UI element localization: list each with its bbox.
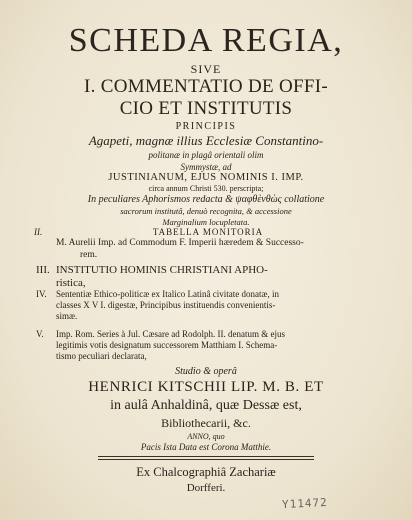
item-iii <box>36 264 388 290</box>
symmysta-line: Symmystæ, ad <box>180 162 232 172</box>
bibliothecarii-line: Bibliothecarii, &c. <box>161 416 251 430</box>
divider-rule-thin <box>98 459 314 460</box>
studio-line: Studio & operâ <box>175 366 237 377</box>
item-iv-line2: classes X V I. digestæ, Principibus instituendis convenientis- <box>56 300 276 310</box>
item-v-line1: Imp. Rom. Series à Jul. Cæsare ad Rodolph. II. denatum & ejus <box>56 329 285 339</box>
item-ii-cont: rem. <box>80 250 98 260</box>
item-v <box>36 329 388 362</box>
item-iii-number: III. <box>36 264 50 276</box>
item-iv <box>36 289 388 322</box>
item-ii <box>36 237 388 261</box>
tabella-number: II. <box>34 227 43 237</box>
library-shelfmark: Y11472 <box>281 495 329 512</box>
agapeti-line: Agapeti, magnæ illius Ecclesiæ Constantino- <box>88 133 324 148</box>
imprint-line: Ex Chalcographiâ Zachariæ <box>136 465 276 479</box>
item-iv-number: IV. <box>36 289 47 299</box>
circa-line: circa annum Christi 530. perscripta; <box>148 184 264 193</box>
item-iv-line3: simæ. <box>56 311 78 321</box>
imprint-printer: Dorfferi. <box>186 482 226 494</box>
item-iii-cont: ristica, <box>56 277 86 289</box>
politanae-line: politanæ in plagâ orientali olim <box>148 150 264 160</box>
commentatio-line-cont: CIO ET INSTITUTIS <box>119 98 293 119</box>
justinianum-line: JUSTINIANUM, EJUS NOMINIS I. IMP. <box>108 172 304 183</box>
sacrorum-line: sacrorum institutâ, denuò recognita, & accessione <box>120 206 292 216</box>
aula-line: in aulâ Anhaldinâ, quæ Dessæ est, <box>110 398 302 413</box>
tabella-title: TABELLA MONITORIA <box>152 227 264 237</box>
page-title: SCHEDA REGIA, <box>68 22 344 59</box>
chronogram-line: Pacis Ista Data est Corona Matthie. <box>140 442 272 452</box>
item-iv-line1: Sententiæ Ethico-politicæ ex Italico Latinâ civitate donatæ, in <box>56 289 279 299</box>
marginalium-line: Marginalium locupletata. <box>162 217 250 227</box>
tabella-row <box>34 227 382 237</box>
author-name: HENRICI KITSCHII LIP. M. B. ET <box>88 379 324 395</box>
item-v-line3: tismo peculiari declarata, <box>56 351 147 361</box>
peculiares-line: In peculiares Aphorismos redacta & ψαφθὲνθὼς collatione <box>87 194 325 205</box>
anno-line: ANNO, quo <box>187 432 225 441</box>
item-v-number: V. <box>36 329 44 339</box>
item-v-line2: legitimis votis designatum successorem Matthiam I. Schema- <box>56 340 278 350</box>
principis-line: PRINCIPIS <box>175 121 237 132</box>
item-iii-text: INSTITUTIO HOMINIS CHRISTIANI APHO- <box>56 264 268 276</box>
item-ii-text: M. Aurelii Imp. ad Commodum F. Imperii hæredem & Successo- <box>56 238 304 248</box>
sive-line: SIVE <box>190 62 222 76</box>
commentatio-line: I. COMMENTATIO DE OFFI- <box>84 76 328 97</box>
divider-rule <box>98 456 314 457</box>
